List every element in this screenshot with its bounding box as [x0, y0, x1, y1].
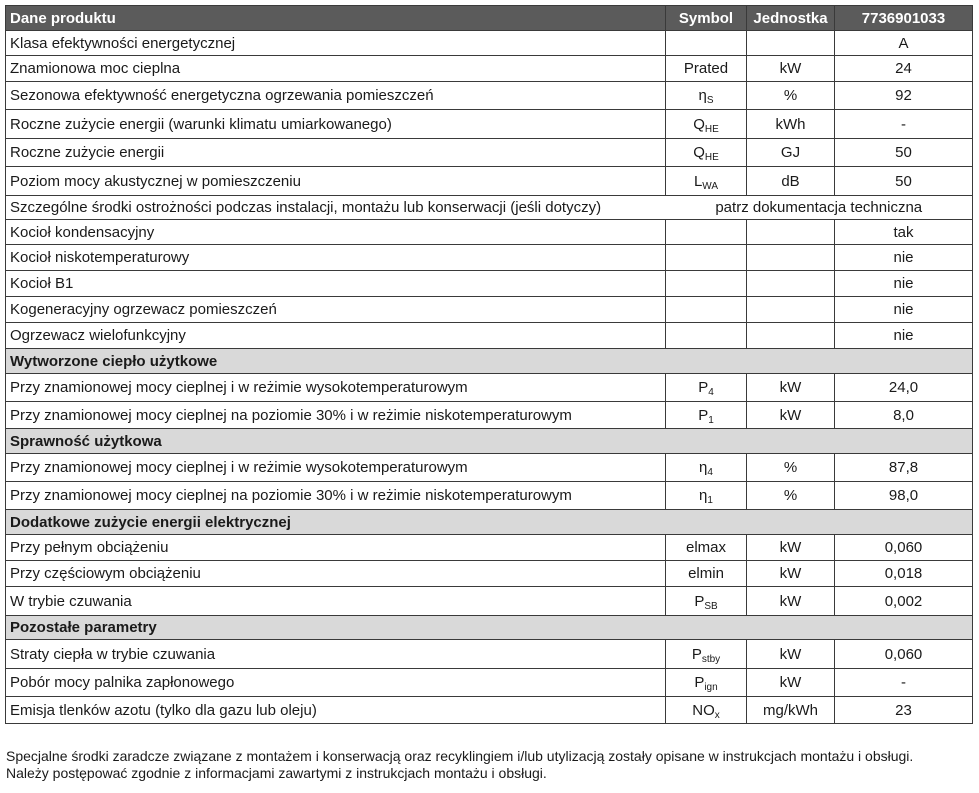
symbol-subscript: HE	[704, 123, 719, 135]
parameter-symbol	[666, 669, 747, 697]
table-row	[6, 482, 973, 510]
parameter-unit	[747, 323, 835, 349]
symbol-subscript: 4	[707, 467, 713, 478]
header-model-number: 7736901033	[835, 6, 973, 31]
symbol-text: L	[693, 172, 703, 190]
parameter-symbol	[666, 167, 747, 196]
header-symbol: Symbol	[666, 6, 747, 31]
table-row	[6, 323, 973, 349]
parameter-symbol	[666, 535, 747, 561]
table-row	[6, 245, 973, 271]
section-header-row	[6, 510, 973, 535]
parameter-symbol	[666, 374, 747, 402]
parameter-unit: kW	[747, 56, 835, 82]
parameter-value: patrz dokumentacja techniczna	[666, 196, 973, 220]
table-row	[6, 561, 973, 587]
table-row	[6, 139, 973, 167]
parameter-label: Szczególne środki ostrożności podczas instalacji, montażu lub konserwacji (jeśli dotyczy)	[6, 196, 666, 220]
parameter-value: nie	[835, 323, 973, 349]
table-row	[6, 587, 973, 616]
table-row	[6, 297, 973, 323]
parameter-value: 50	[835, 139, 973, 167]
footnote-line: Specjalne środki zaradcze związane z montażem i konserwacją oraz recyklingiem i/lub utylizacją zostały opisane w instrukcjach montażu i obsługi.	[6, 748, 914, 764]
symbol-subscript: 1	[707, 495, 713, 506]
footnote-line: Należy postępować zgodnie z informacjami zawartymi z instrukcjach montażu i obsługi.	[6, 765, 547, 781]
parameter-label: Kogeneracyjny ogrzewacz pomieszczeń	[6, 297, 666, 323]
parameter-unit: kW	[747, 669, 835, 697]
parameter-label: Przy znamionowej mocy cieplnej na poziomie 30% i w reżimie niskotemperaturowym	[6, 402, 666, 429]
parameter-symbol	[666, 297, 747, 323]
parameter-unit	[747, 271, 835, 297]
parameter-value: -	[835, 669, 973, 697]
parameter-symbol	[666, 220, 747, 245]
parameter-symbol	[666, 110, 747, 139]
symbol-subscript: 4	[708, 387, 714, 398]
parameter-symbol	[666, 323, 747, 349]
symbol-text: η	[698, 87, 707, 104]
parameter-label: Przy znamionowej mocy cieplnej na poziomie 30% i w reżimie niskotemperaturowym	[6, 482, 666, 510]
parameter-label: Przy znamionowej mocy cieplnej i w reżimie wysokotemperaturowym	[6, 454, 666, 482]
parameter-symbol	[666, 245, 747, 271]
parameter-label: Przy pełnym obciążeniu	[6, 535, 666, 561]
parameter-unit: kW	[747, 640, 835, 669]
parameter-label: W trybie czuwania	[6, 587, 666, 616]
symbol-text: P	[698, 406, 709, 424]
parameter-value: A	[835, 31, 973, 56]
table-row	[6, 640, 973, 669]
parameter-symbol	[666, 454, 747, 482]
parameter-symbol	[666, 82, 747, 110]
product-data-table	[5, 5, 973, 724]
parameter-label: Pobór mocy palnika zapłonowego	[6, 669, 666, 697]
parameter-unit: kWh	[747, 110, 835, 139]
table-row	[6, 82, 973, 110]
symbol-text: η	[699, 459, 708, 476]
parameter-symbol	[666, 697, 747, 724]
parameter-value: 8,0	[835, 402, 973, 429]
symbol-text: Prated	[683, 60, 729, 77]
table-row	[6, 374, 973, 402]
parameter-unit: %	[747, 82, 835, 110]
symbol-text: Q	[693, 115, 705, 133]
symbol-text: NO	[692, 701, 715, 719]
table-row	[6, 196, 973, 220]
table-row	[6, 697, 973, 724]
table-header-row	[6, 6, 973, 31]
parameter-label: Kocioł niskotemperaturowy	[6, 245, 666, 271]
parameter-label: Emisja tlenków azotu (tylko dla gazu lub oleju)	[6, 697, 666, 724]
parameter-label: Poziom mocy akustycznej w pomieszczeniu	[6, 167, 666, 196]
symbol-subscript: HE	[704, 152, 719, 163]
parameter-value: 24,0	[835, 374, 973, 402]
symbol-text: elmin	[688, 565, 724, 582]
parameter-label: Roczne zużycie energii (warunki klimatu umiarkowanego)	[6, 110, 666, 139]
parameter-symbol	[666, 139, 747, 167]
symbol-text: P	[691, 645, 702, 663]
section-header-row	[6, 429, 973, 454]
parameter-unit	[747, 245, 835, 271]
symbol-text: elmax	[685, 539, 726, 556]
symbol-subscript: ign	[704, 682, 718, 693]
parameter-unit	[747, 297, 835, 323]
table-row	[6, 454, 973, 482]
symbol-text: P	[694, 592, 705, 610]
parameter-value: 0,002	[835, 587, 973, 616]
parameter-symbol	[666, 56, 747, 82]
section-header-row	[6, 616, 973, 640]
table-row	[6, 110, 973, 139]
footnotes	[6, 748, 973, 782]
parameter-label: Kocioł kondensacyjny	[6, 220, 666, 245]
parameter-value: tak	[835, 220, 973, 245]
parameter-value: nie	[835, 297, 973, 323]
parameter-unit: GJ	[747, 139, 835, 167]
symbol-text: η	[699, 487, 708, 504]
parameter-symbol	[666, 640, 747, 669]
parameter-unit	[747, 31, 835, 56]
parameter-value: -	[835, 110, 973, 139]
symbol-subscript: stby	[701, 653, 721, 665]
table-row	[6, 402, 973, 429]
parameter-value: 0,060	[835, 640, 973, 669]
parameter-label: Ogrzewacz wielofunkcyjny	[6, 323, 666, 349]
symbol-subscript: S	[706, 95, 714, 106]
table-row	[6, 271, 973, 297]
parameter-label: Straty ciepła w trybie czuwania	[6, 640, 666, 669]
parameter-symbol	[666, 482, 747, 510]
parameter-unit: %	[747, 454, 835, 482]
parameter-label: Klasa efektywności energetycznej	[6, 31, 666, 56]
header-unit: Jednostka	[747, 6, 835, 31]
symbol-subscript: 1	[708, 414, 714, 426]
parameter-unit: kW	[747, 374, 835, 402]
parameter-unit: kW	[747, 587, 835, 616]
symbol-text: Q	[693, 144, 705, 161]
section-title: Sprawność użytkowa	[6, 429, 973, 454]
parameter-symbol	[666, 31, 747, 56]
parameter-value: 0,060	[835, 535, 973, 561]
table-body	[6, 31, 973, 724]
parameter-label: Roczne zużycie energii	[6, 139, 666, 167]
header-product-data: Dane produktu	[6, 6, 666, 31]
parameter-value: 24	[835, 56, 973, 82]
parameter-value: 0,018	[835, 561, 973, 587]
section-title: Wytworzone ciepło użytkowe	[6, 349, 973, 374]
parameter-label: Przy częściowym obciążeniu	[6, 561, 666, 587]
table-row	[6, 167, 973, 196]
parameter-symbol	[666, 402, 747, 429]
section-header-row	[6, 349, 973, 374]
table-row	[6, 31, 973, 56]
table-row	[6, 669, 973, 697]
symbol-subscript: x	[714, 709, 720, 721]
section-title: Pozostałe parametry	[6, 616, 973, 640]
parameter-value: nie	[835, 245, 973, 271]
parameter-unit: kW	[747, 561, 835, 587]
table-row	[6, 220, 973, 245]
parameter-unit: %	[747, 482, 835, 510]
parameter-unit: dB	[747, 167, 835, 196]
symbol-text: P	[694, 674, 705, 691]
symbol-text: P	[698, 379, 709, 396]
table-row	[6, 535, 973, 561]
parameter-label: Znamionowa moc cieplna	[6, 56, 666, 82]
parameter-symbol	[666, 271, 747, 297]
parameter-value: 87,8	[835, 454, 973, 482]
parameter-value: 50	[835, 167, 973, 196]
table-row	[6, 56, 973, 82]
parameter-unit: mg/kWh	[747, 697, 835, 724]
parameter-unit: kW	[747, 402, 835, 429]
parameter-value: 92	[835, 82, 973, 110]
parameter-symbol	[666, 587, 747, 616]
parameter-unit	[747, 220, 835, 245]
parameter-label: Kocioł B1	[6, 271, 666, 297]
parameter-label: Przy znamionowej mocy cieplnej i w reżimie wysokotemperaturowym	[6, 374, 666, 402]
parameter-symbol	[666, 561, 747, 587]
symbol-subscript: SB	[704, 600, 718, 612]
parameter-label: Sezonowa efektywność energetyczna ogrzewania pomieszczeń	[6, 82, 666, 110]
parameter-value: nie	[835, 271, 973, 297]
parameter-value: 23	[835, 697, 973, 724]
parameter-value: 98,0	[835, 482, 973, 510]
parameter-unit: kW	[747, 535, 835, 561]
symbol-subscript: WA	[702, 180, 719, 192]
section-title: Dodatkowe zużycie energii elektrycznej	[6, 510, 973, 535]
